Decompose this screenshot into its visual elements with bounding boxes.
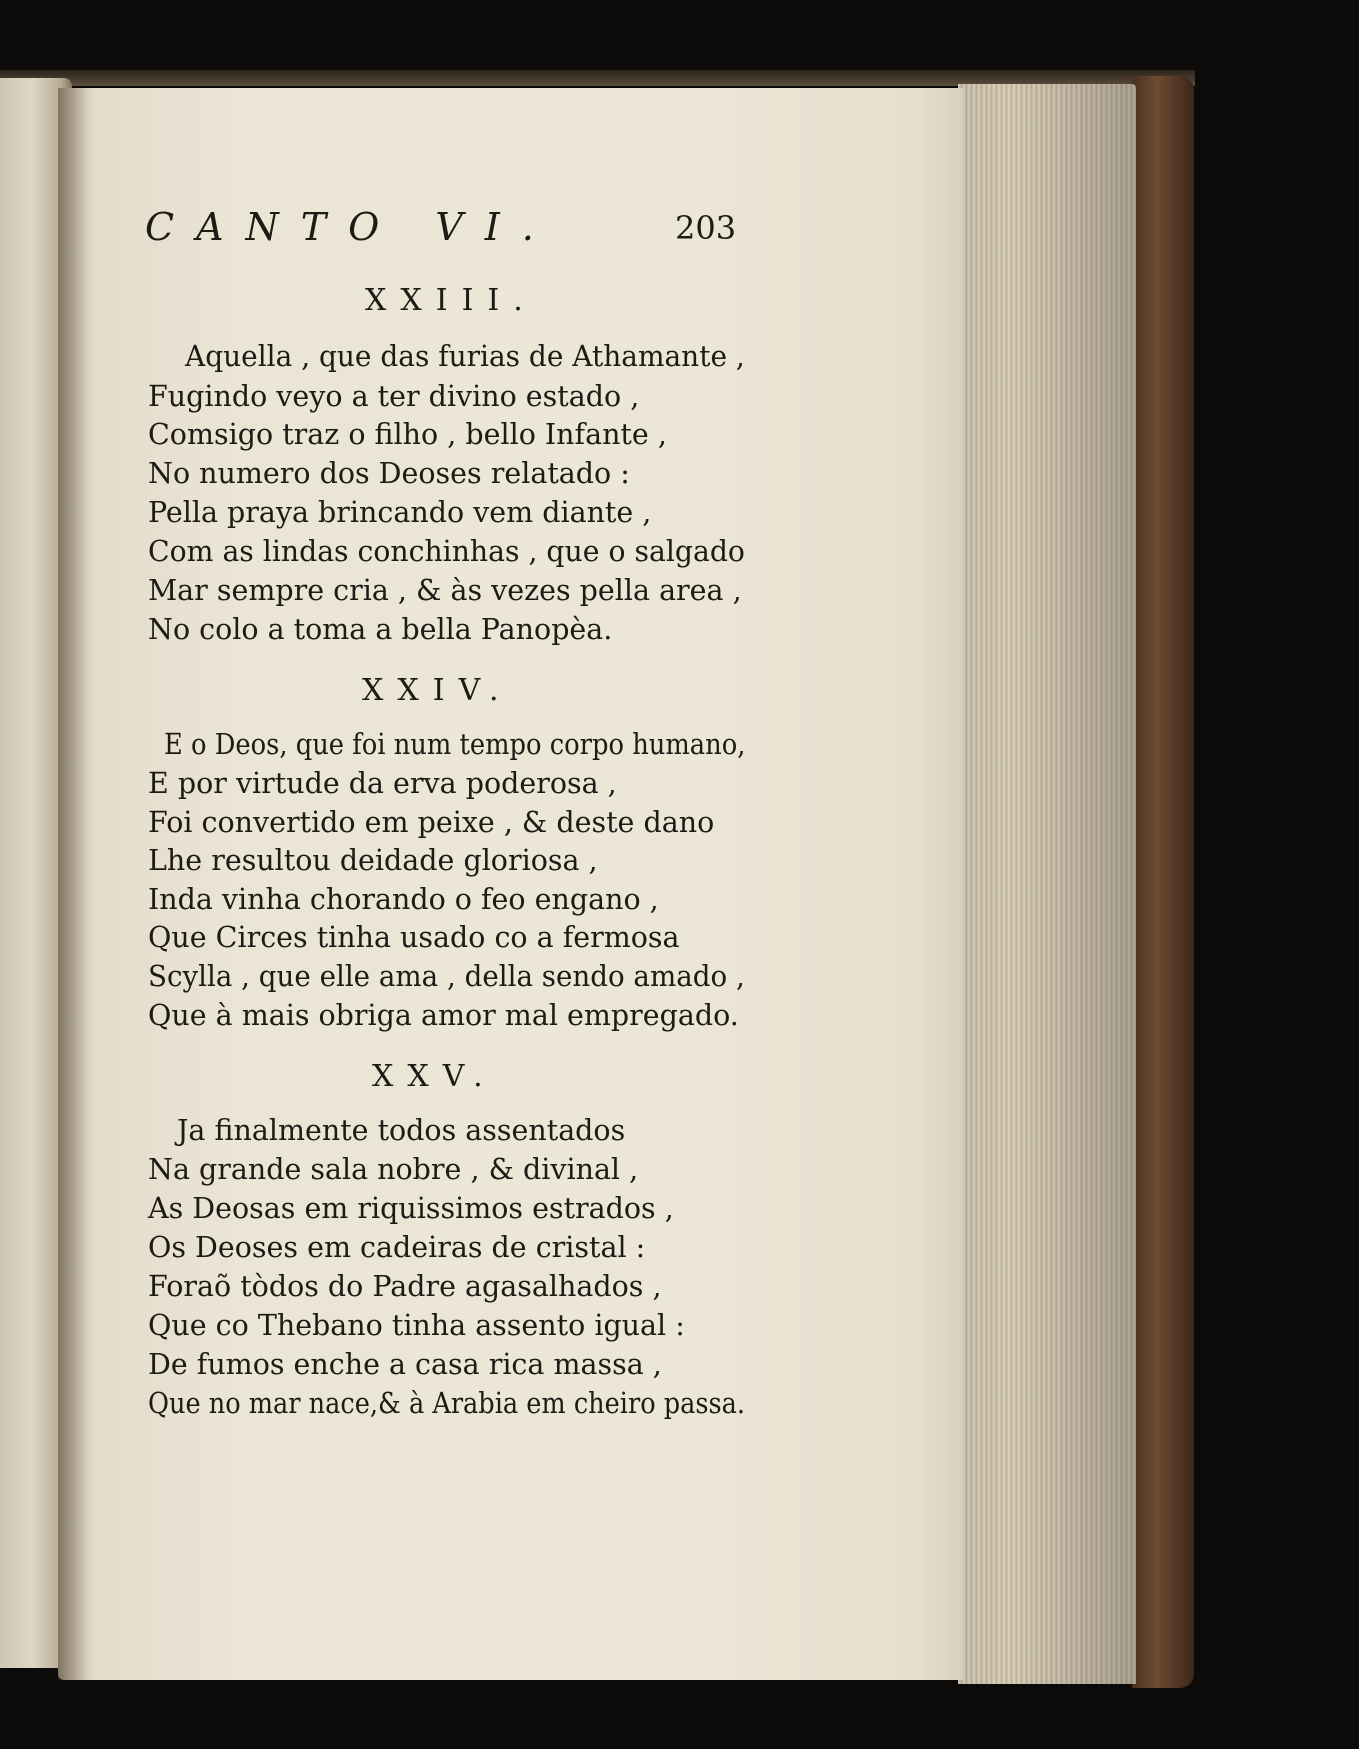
verse-line: Que à mais obriga amor mal empregado. (148, 999, 739, 1032)
fore-edge-shadow (958, 84, 1136, 1684)
stanza-heading: XXIII. (365, 283, 537, 318)
verse-line: Foi convertido em peixe , & deste dano (148, 806, 715, 839)
gutter-shadow (58, 88, 88, 1680)
verse-line: De fumos enche a casa rica massa , (148, 1348, 662, 1381)
verse-line: No numero dos Deoses relatado : (148, 457, 630, 490)
verse-line: Pella praya brincando vem diante , (148, 496, 652, 529)
verse-line: E o Deos, que foi num tempo corpo humano, (164, 728, 746, 761)
verse-line: E por virtude da erva poderosa , (148, 767, 617, 800)
leather-cover (1132, 76, 1194, 1688)
running-title: CANTO VI. (145, 205, 556, 249)
verse-line: Que no mar nace,& à Arabia em cheiro passa. (148, 1387, 746, 1420)
stanza-heading: XXV. (372, 1059, 497, 1094)
verse-line: Com as lindas conchinhas , que o salgado (148, 535, 745, 568)
verse-line: Os Deoses em cadeiras de cristal : (148, 1231, 646, 1264)
verse-line: No colo a toma a bella Panopèa. (148, 613, 613, 646)
verse-line: Fugindo veyo a ter divino estado , (148, 380, 640, 413)
verse-line: Aquella , que das furias de Athamante , (185, 340, 745, 373)
verse-line: Na grande sala nobre , & divinal , (148, 1153, 639, 1186)
verse-line: Inda vinha chorando o feo engano , (148, 883, 659, 916)
verse-line: Que Circes tinha usado co a fermosa (148, 921, 680, 954)
verse-line: Que co Thebano tinha assento igual : (148, 1309, 685, 1342)
page-number: 203 (675, 209, 737, 247)
verse-line: Comsigo traz o filho , bello Infante , (148, 418, 667, 451)
verse-line: As Deosas em riquissimos estrados , (148, 1192, 674, 1225)
verse-line: Lhe resultou deidade gloriosa , (148, 844, 598, 877)
verse-line: Foraõ tòdos do Padre agasalhados , (148, 1270, 662, 1303)
verse-line: Ja finalmente todos assentados (177, 1114, 626, 1147)
running-head (145, 205, 765, 253)
stanza-heading: XXIV. (362, 673, 513, 708)
verse-line: Mar sempre cria , & às vezes pella area , (148, 574, 742, 607)
verse-line: Scylla , que elle ama , della sendo amado , (148, 960, 745, 993)
